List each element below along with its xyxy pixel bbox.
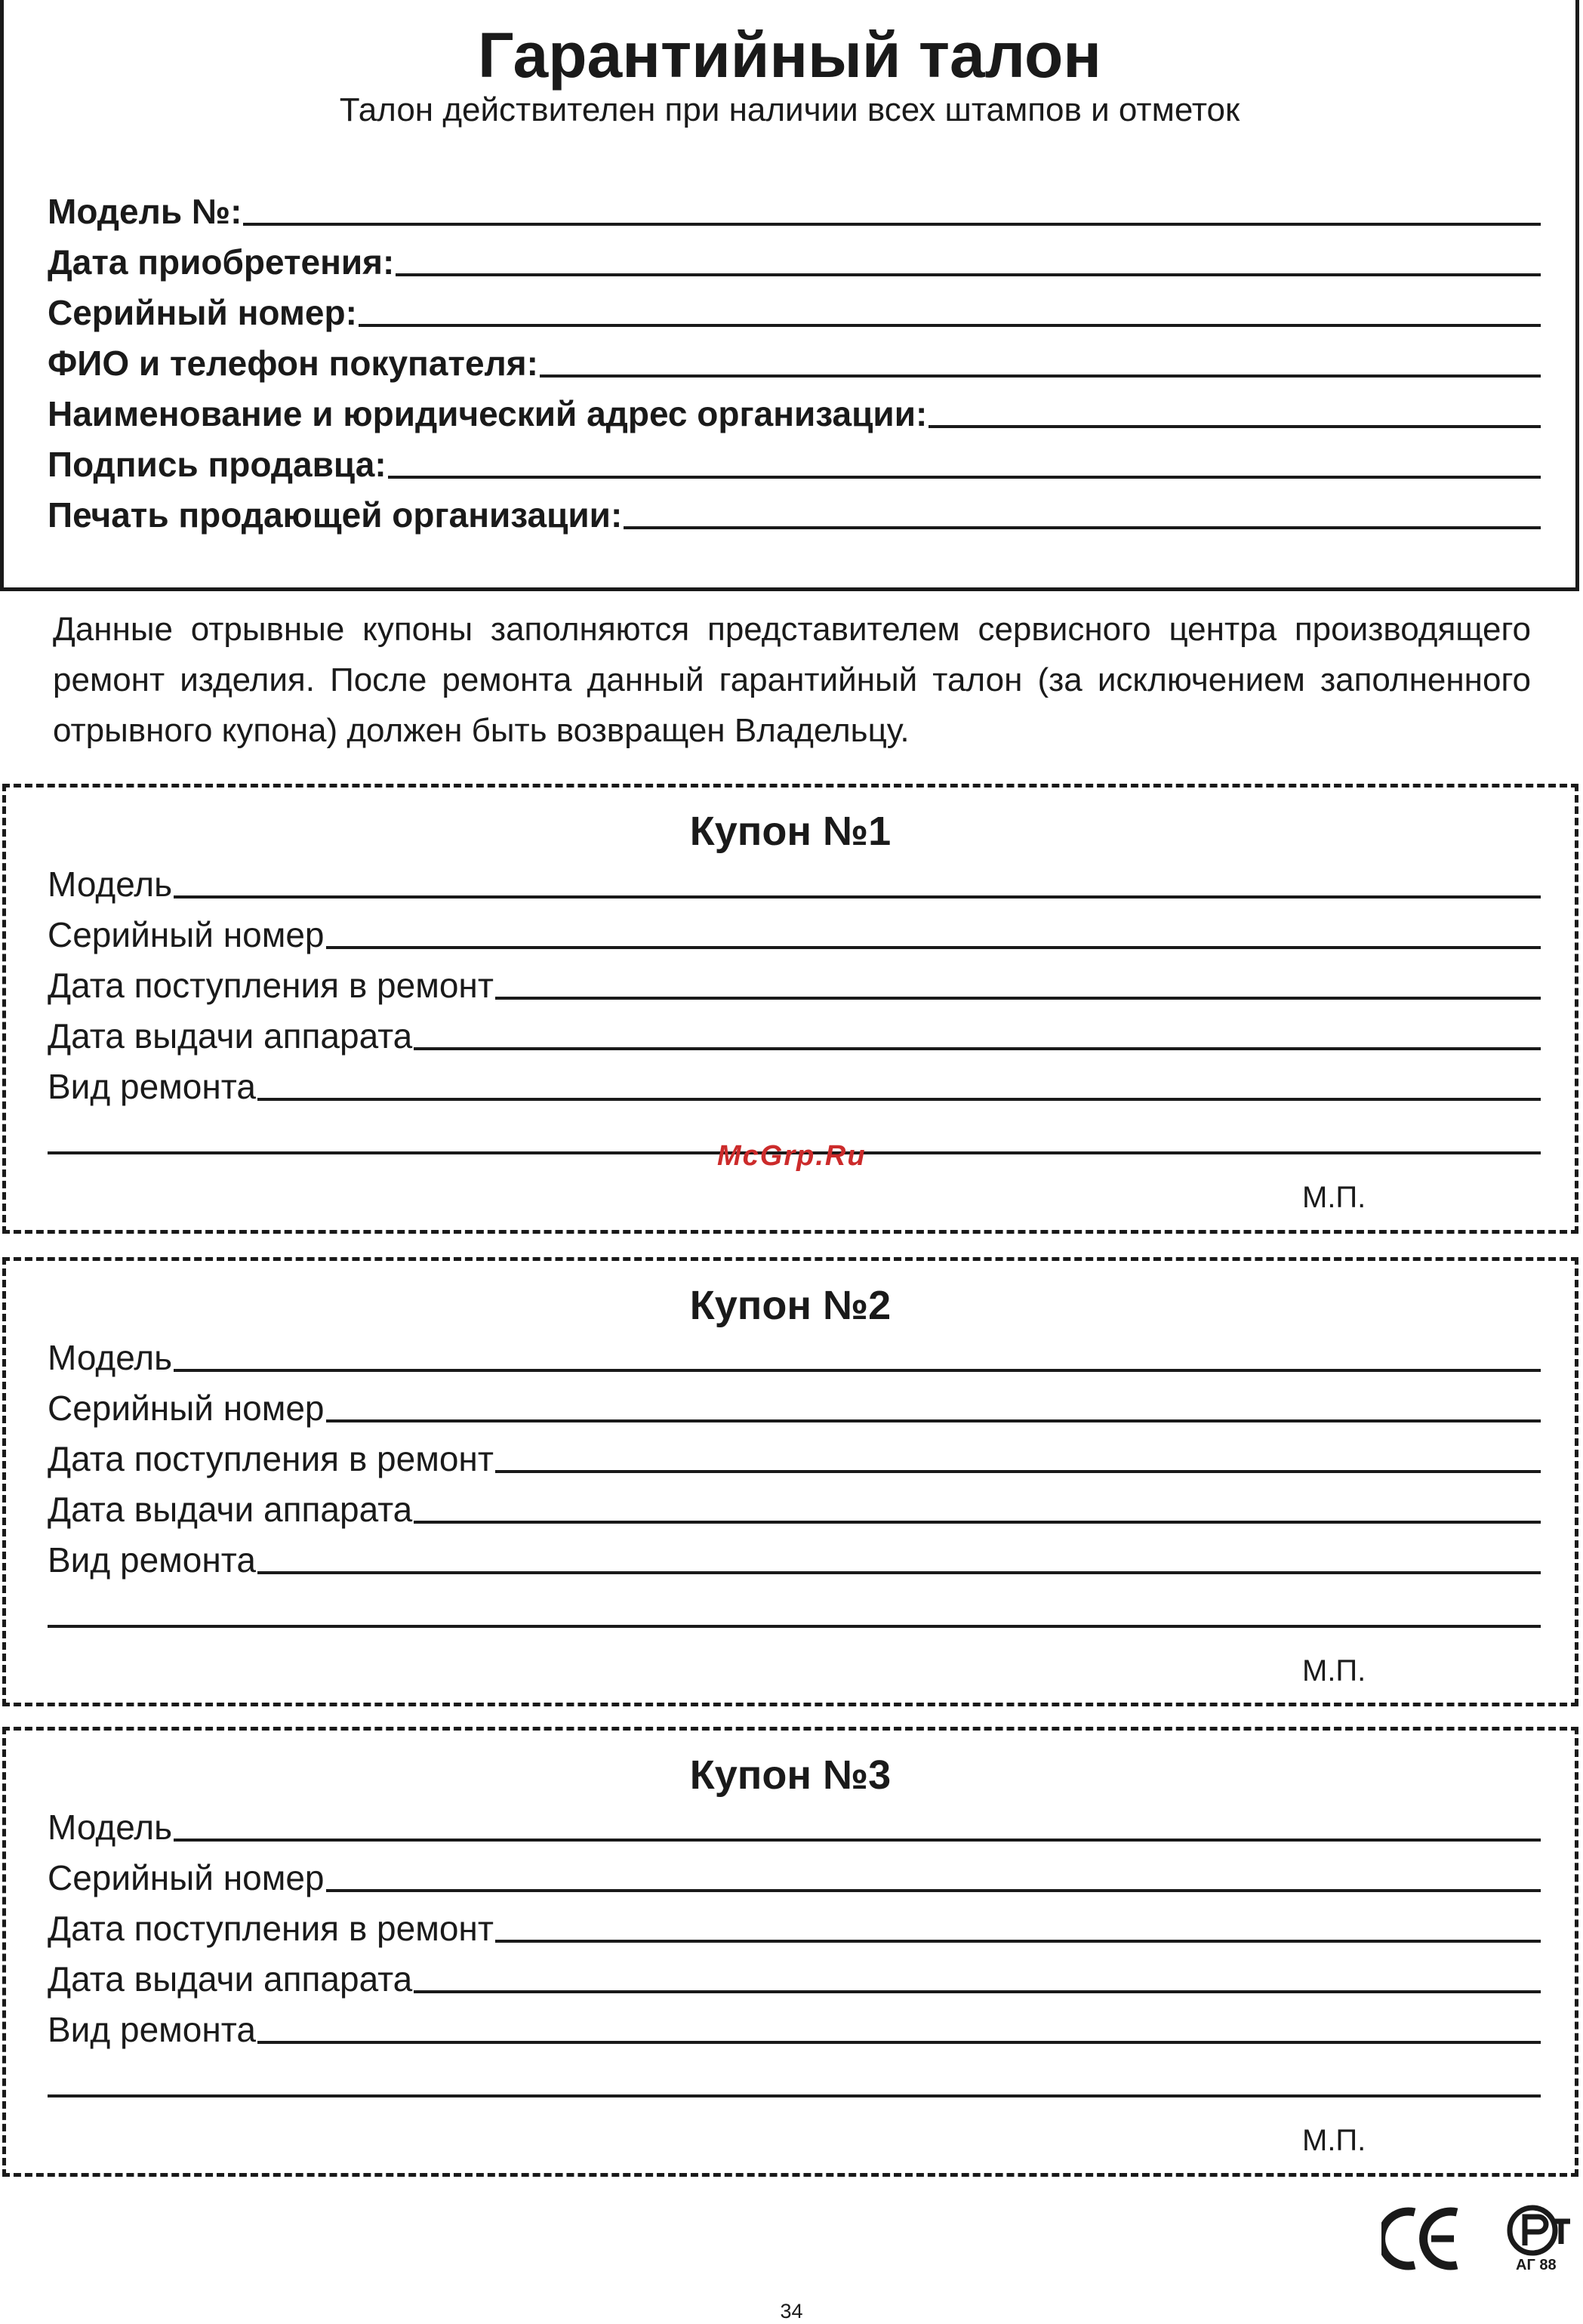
field-label: Дата поступления в ремонт — [48, 1909, 494, 1948]
coupon-3 — [2, 1727, 1578, 2177]
ce-mark-icon — [1381, 2205, 1464, 2273]
coupon-serial-field[interactable] — [48, 914, 1541, 956]
field-label: Модель №: — [48, 192, 242, 231]
fill-line — [174, 1369, 1541, 1372]
serial-number-field[interactable] — [48, 291, 1541, 334]
field-label: Печать продающей организации: — [48, 495, 623, 535]
field-label: Дата выдачи аппарата — [48, 1490, 413, 1529]
coupon-issue-date-field[interactable] — [48, 1488, 1541, 1530]
stamp-place-label: М.П. — [1302, 1181, 1366, 1214]
page-subtitle: Талон действителен при наличии всех штампов и отметок — [339, 91, 1240, 128]
model-number-field[interactable] — [48, 190, 1541, 233]
fill-line — [174, 1839, 1541, 1842]
coupon-2 — [2, 1257, 1578, 1706]
coupon-repair-in-date-field[interactable] — [48, 964, 1541, 1006]
organization-address-field[interactable] — [48, 393, 1541, 435]
field-label: Дата приобретения: — [48, 242, 395, 282]
purchase-date-field[interactable] — [48, 241, 1541, 283]
watermark: McGrp.Ru — [717, 1140, 867, 1172]
field-label: Наименование и юридический адрес организации: — [48, 394, 928, 433]
fill-line — [396, 273, 1541, 276]
coupon-issue-date-field[interactable] — [48, 1958, 1541, 2000]
field-label: Дата выдачи аппарата — [48, 1959, 413, 1999]
page-title: Гарантийный талон — [477, 20, 1101, 91]
field-label: Вид ремонта — [48, 1067, 256, 1106]
fill-line — [257, 1098, 1541, 1101]
field-label: Серийный номер: — [48, 293, 357, 332]
fill-line — [495, 1470, 1541, 1473]
fill-line — [929, 425, 1541, 428]
field-label: Модель — [48, 1808, 173, 1847]
pct-certification-icon — [1504, 2205, 1573, 2288]
coupon-title: Купон №3 — [689, 1752, 892, 1798]
coupon-repair-type-field[interactable] — [48, 2008, 1541, 2051]
fill-line — [624, 526, 1541, 529]
stamp-place-label: М.П. — [1302, 2124, 1366, 2157]
buyer-name-phone-field[interactable] — [48, 342, 1541, 384]
coupon-serial-field[interactable] — [48, 1857, 1541, 1899]
fill-line — [257, 1571, 1541, 1574]
coupon-serial-field[interactable] — [48, 1387, 1541, 1429]
coupon-model-field[interactable] — [48, 1336, 1541, 1379]
coupon-model-field[interactable] — [48, 863, 1541, 905]
field-label: Серийный номер — [48, 915, 325, 954]
fill-line — [414, 1047, 1541, 1050]
fill-line — [495, 1940, 1541, 1943]
coupon-title: Купон №2 — [689, 1283, 892, 1328]
field-label: Дата поступления в ремонт — [48, 1439, 494, 1478]
seller-signature-field[interactable] — [48, 443, 1541, 485]
fill-line — [243, 223, 1541, 226]
field-label: Вид ремонта — [48, 2010, 256, 2049]
certification-code: АГ 88 — [1516, 2257, 1557, 2273]
coupon-repair-type-field[interactable] — [48, 1065, 1541, 1108]
fill-line — [326, 946, 1541, 949]
fill-line — [359, 324, 1541, 327]
field-label: Дата поступления в ремонт — [48, 966, 494, 1005]
stamp-place-label: М.П. — [1302, 1654, 1366, 1688]
field-label: Модель — [48, 1338, 173, 1377]
coupon-title: Купон №1 — [689, 809, 892, 854]
fill-line — [257, 2041, 1541, 2044]
coupon-repair-in-date-field[interactable] — [48, 1438, 1541, 1480]
page-number: 34 — [780, 2300, 803, 2322]
coupon-model-field[interactable] — [48, 1806, 1541, 1848]
fill-line — [326, 1419, 1541, 1422]
field-label: Серийный номер — [48, 1858, 325, 1897]
field-label: Подпись продавца: — [48, 445, 387, 484]
seller-stamp-field[interactable] — [48, 494, 1541, 536]
coupon-issue-date-field[interactable] — [48, 1015, 1541, 1057]
fill-line — [414, 1990, 1541, 1993]
coupon-repair-in-date-field[interactable] — [48, 1907, 1541, 1950]
field-label: Серийный номер — [48, 1389, 325, 1428]
warranty-card — [0, 0, 1579, 591]
coupon-extra-line[interactable] — [48, 2094, 1541, 2097]
field-label: ФИО и телефон покупателя: — [48, 344, 538, 383]
field-label: Модель — [48, 865, 173, 904]
fill-line — [414, 1521, 1541, 1524]
coupon-extra-line[interactable] — [48, 1625, 1541, 1628]
fill-line — [326, 1889, 1541, 1892]
fill-line — [495, 997, 1541, 1000]
fill-line — [174, 895, 1541, 898]
fill-line — [540, 374, 1541, 378]
coupon-instructions: Данные отрывные купоны заполняются представителем сервисного центра производящего ремонт изделия. После ремонта данный гарантийный талон (за исключением заполненного отрывного купона) должен быть возвращен Владельцу. — [53, 611, 1531, 749]
coupon-repair-type-field[interactable] — [48, 1539, 1541, 1581]
field-label: Вид ремонта — [48, 1540, 256, 1580]
fill-line — [388, 476, 1541, 479]
field-label: Дата выдачи аппарата — [48, 1016, 413, 1056]
